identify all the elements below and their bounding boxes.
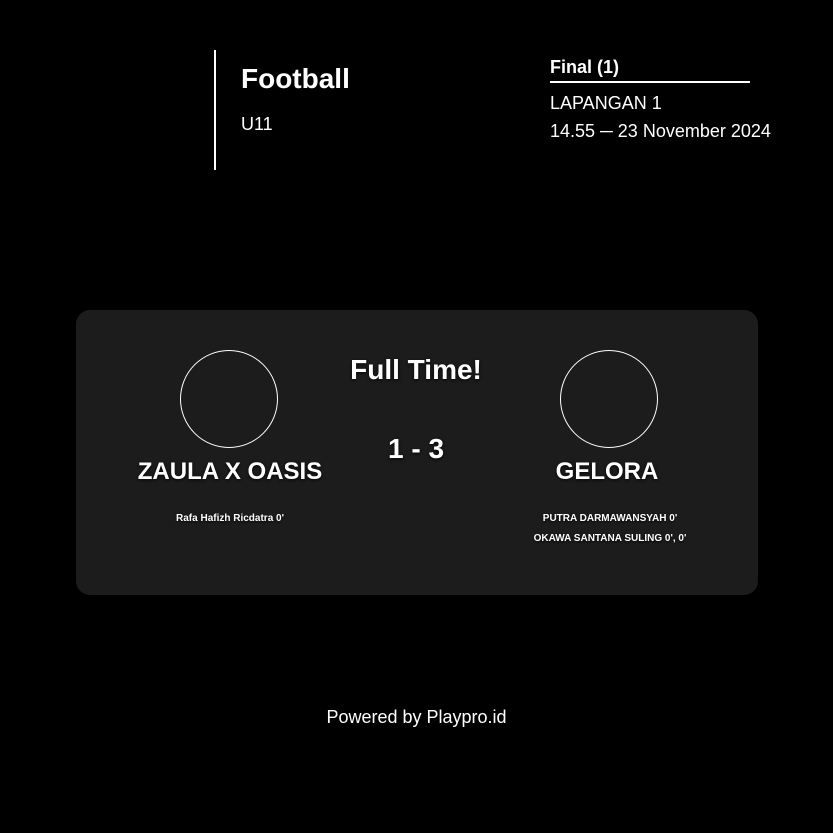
sport-title: Football (241, 63, 350, 94)
away-team-logo (560, 350, 658, 448)
match-score: 1 - 3 (387, 433, 445, 464)
age-category: U11 (241, 114, 273, 134)
header-divider (214, 50, 216, 170)
home-scorers (80, 509, 380, 529)
away-scorers (460, 509, 760, 549)
home-team-logo (180, 350, 278, 448)
match-card (76, 310, 758, 595)
home-team-name: ZAULA X OASIS (137, 458, 323, 485)
match-datetime: 14.55 ─ 23 November 2024 (550, 121, 771, 141)
match-status: Full Time! (350, 354, 482, 385)
away-team-name: GELORA (555, 458, 659, 485)
scorer-item: Rafa Hafizh Ricdatra 0' (176, 513, 284, 524)
powered-by-footer: Powered by Playpro.id (326, 707, 507, 727)
scorer-item: OKAWA SANTANA SULING 0', 0' (533, 533, 687, 544)
scorer-item: PUTRA DARMAWANSYAH 0' (542, 513, 678, 524)
match-venue: LAPANGAN 1 (550, 93, 662, 113)
round-underline (550, 81, 750, 83)
match-round: Final (1) (550, 57, 620, 77)
